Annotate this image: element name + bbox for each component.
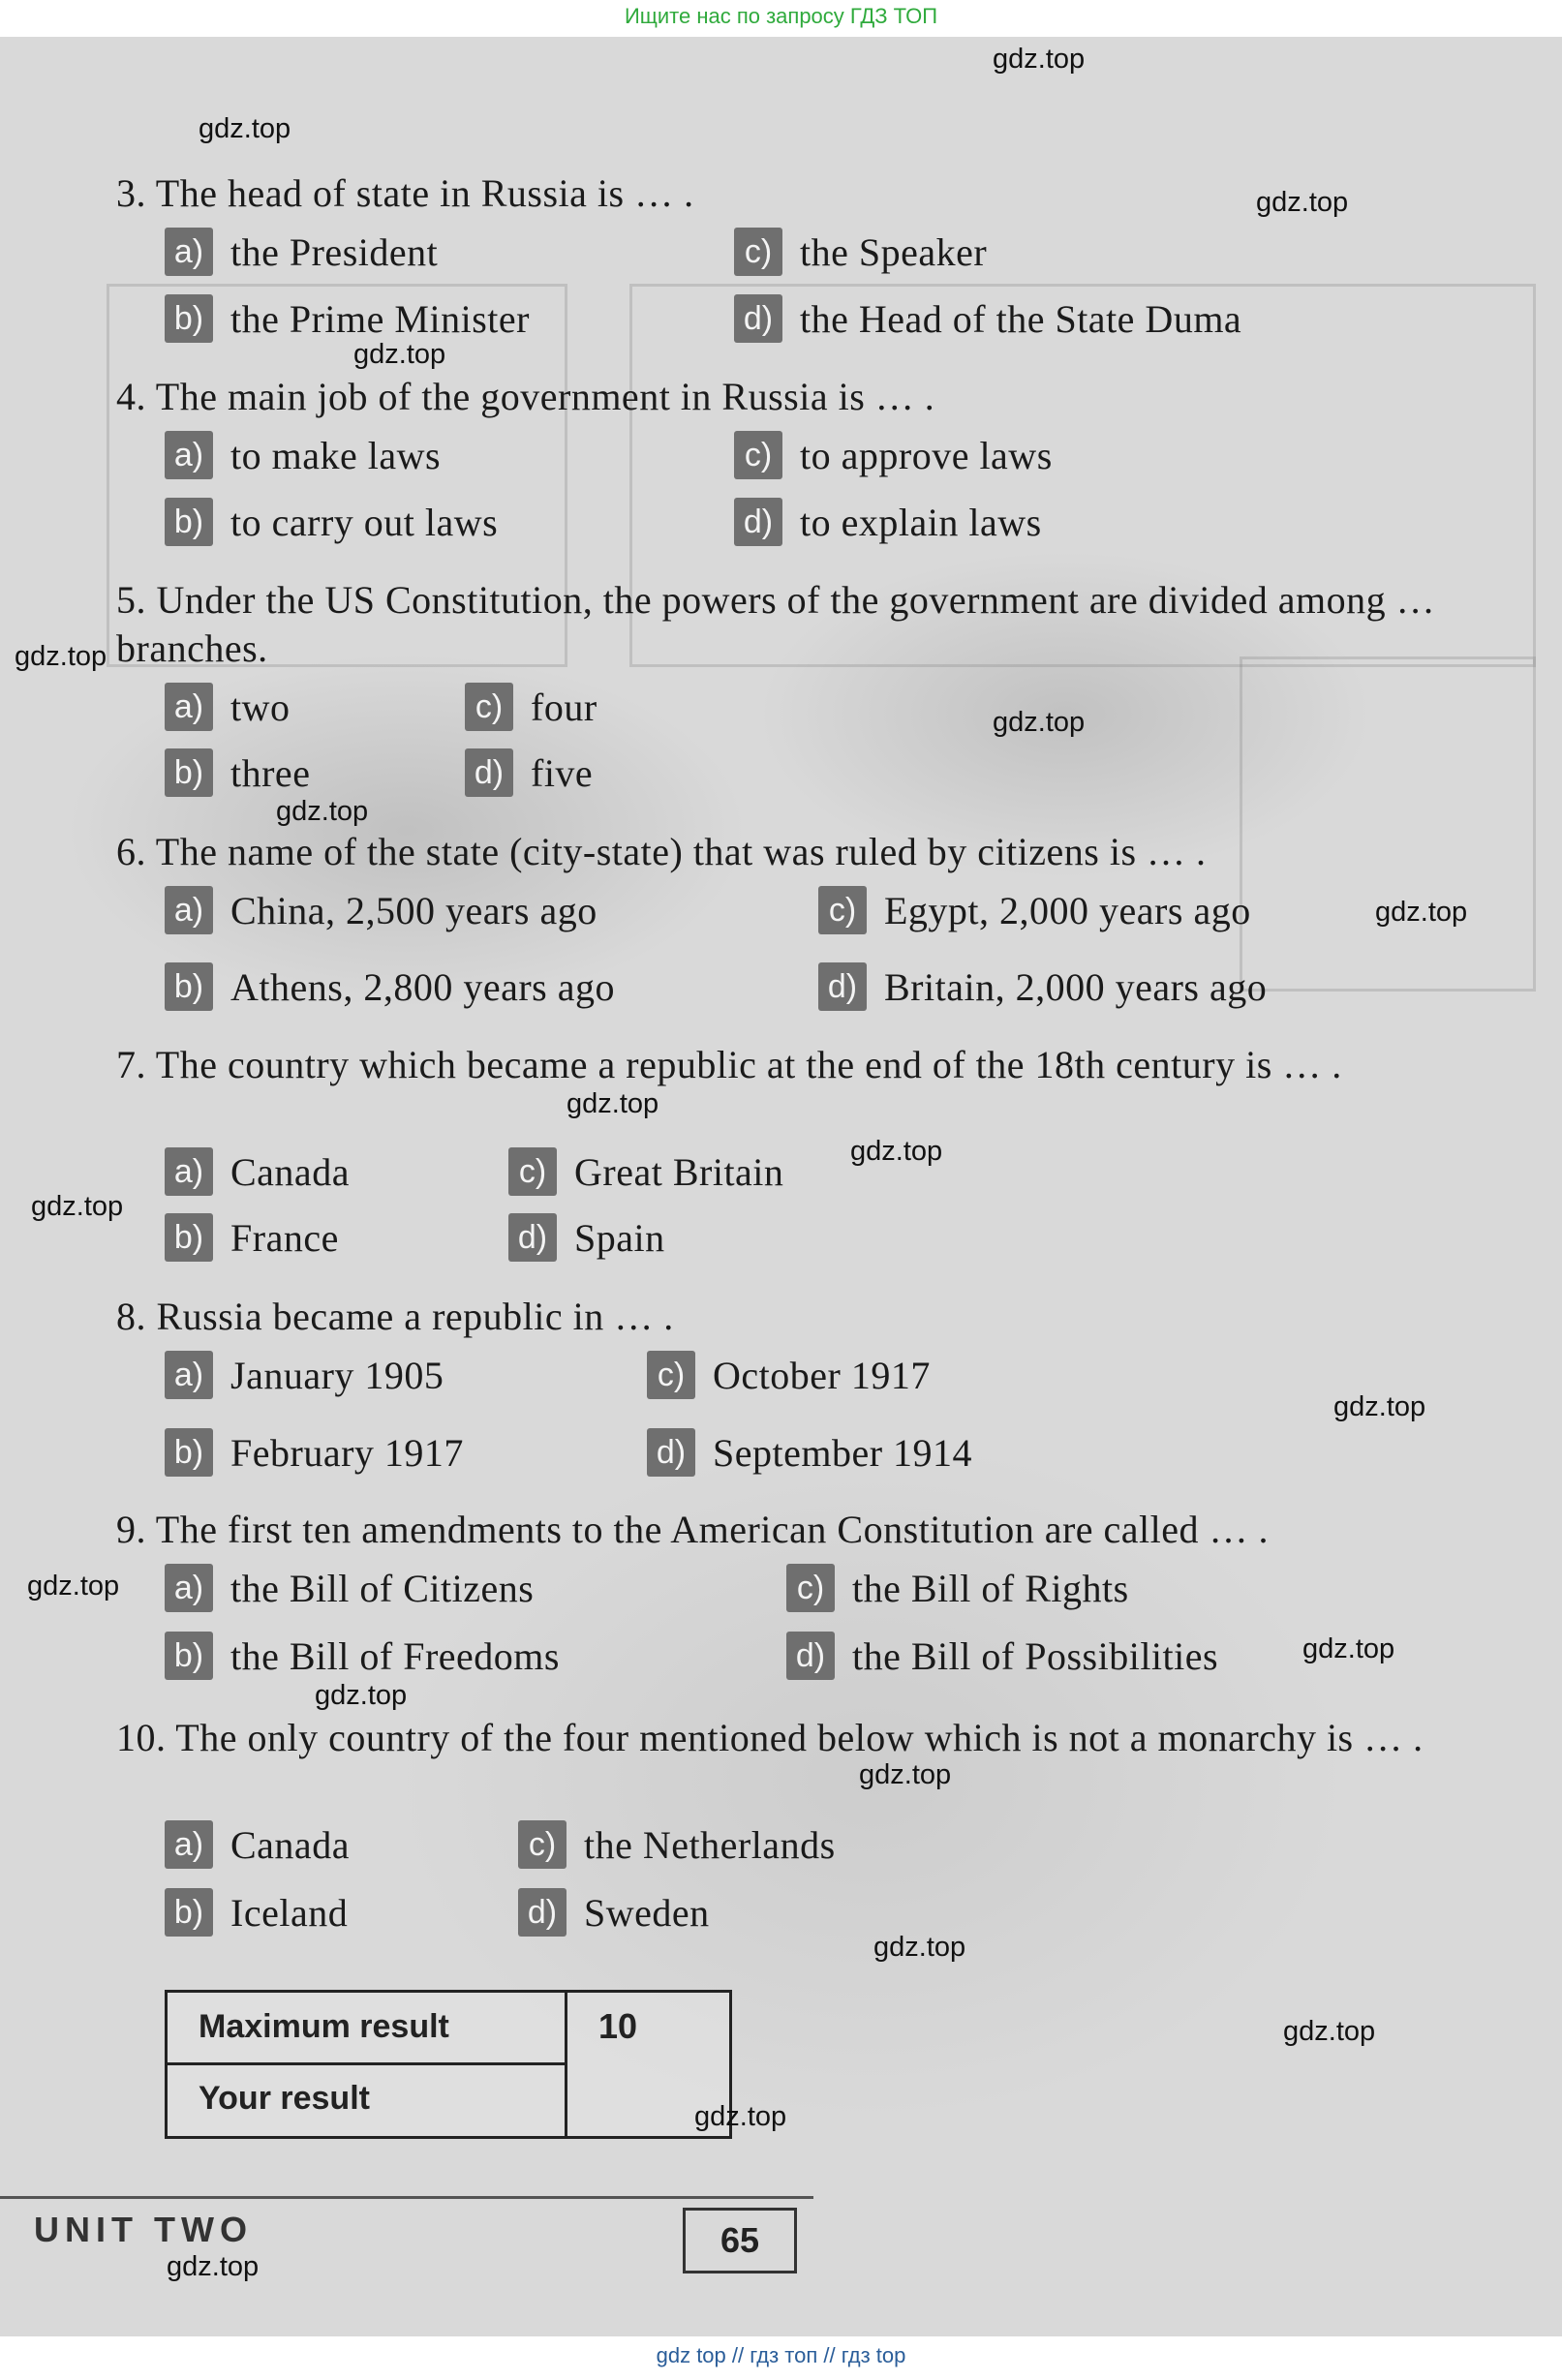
option-letter-badge: d) xyxy=(786,1632,835,1680)
option-10a[interactable] xyxy=(165,1820,350,1869)
watermark: gdz.top xyxy=(1333,1391,1426,1422)
option-text: the Prime Minister xyxy=(230,296,530,341)
option-letter-badge: c) xyxy=(465,683,513,731)
option-text: the Speaker xyxy=(800,229,988,274)
option-letter-badge: d) xyxy=(647,1428,695,1477)
option-text: Athens, 2,800 years ago xyxy=(230,964,615,1009)
option-text: to approve laws xyxy=(800,433,1053,477)
option-4a[interactable] xyxy=(165,431,441,479)
option-letter-badge: a) xyxy=(165,683,213,731)
option-8d[interactable] xyxy=(647,1428,972,1477)
option-letter-badge: c) xyxy=(786,1564,835,1612)
option-letter-badge: a) xyxy=(165,886,213,934)
watermark: gdz.top xyxy=(694,2101,787,2132)
option-text: Iceland xyxy=(230,1890,349,1935)
option-letter-badge: b) xyxy=(165,748,213,797)
watermark: gdz.top xyxy=(15,641,107,672)
maximum-result-label: Maximum result xyxy=(199,2008,449,2045)
option-letter-badge: c) xyxy=(734,431,782,479)
option-letter-badge: a) xyxy=(165,1564,213,1612)
question-10: 10. The only country of the four mentioned below which is not a monarchy is … . xyxy=(116,1716,1424,1759)
unit-label: UNIT TWO xyxy=(34,2210,253,2249)
option-letter-badge: a) xyxy=(165,431,213,479)
option-6c[interactable] xyxy=(818,886,1251,934)
option-text: the Netherlands xyxy=(584,1822,836,1867)
watermark: gdz.top xyxy=(199,113,291,144)
option-8b[interactable] xyxy=(165,1428,464,1477)
your-result-label: Your result xyxy=(199,2080,370,2117)
option-text: the Bill of Rights xyxy=(852,1566,1129,1610)
option-3a[interactable] xyxy=(165,228,438,276)
option-text: Egypt, 2,000 years ago xyxy=(884,888,1251,932)
watermark: gdz.top xyxy=(276,796,369,827)
watermark: gdz.top xyxy=(1302,1633,1395,1664)
option-7d[interactable] xyxy=(508,1213,665,1262)
question-9: 9. The first ten amendments to the American Constitution are called … . xyxy=(116,1508,1270,1551)
result-table xyxy=(165,1990,732,2139)
watermark: gdz.top xyxy=(31,1191,124,1222)
watermark: gdz.top xyxy=(567,1088,659,1119)
option-10b[interactable] xyxy=(165,1888,348,1937)
watermark: gdz.top xyxy=(353,339,446,370)
option-3c[interactable] xyxy=(734,228,987,276)
option-text: October 1917 xyxy=(713,1353,931,1397)
option-7b[interactable] xyxy=(165,1213,339,1262)
option-5c[interactable] xyxy=(465,683,597,731)
option-text: September 1914 xyxy=(713,1430,973,1475)
option-8c[interactable] xyxy=(647,1351,931,1399)
option-4d[interactable] xyxy=(734,498,1042,546)
option-9c[interactable] xyxy=(786,1564,1129,1612)
option-5b[interactable] xyxy=(165,748,310,797)
option-10c[interactable] xyxy=(518,1820,836,1869)
question-4: 4. The main job of the government in Russia is … . xyxy=(116,375,935,418)
option-6d[interactable] xyxy=(818,962,1267,1011)
option-letter-badge: b) xyxy=(165,1632,213,1680)
table-divider xyxy=(168,2062,567,2065)
option-6a[interactable] xyxy=(165,886,597,934)
bottom-banner[interactable]: gdz top // гдз топ // гдз top xyxy=(656,2343,906,2367)
option-text: four xyxy=(531,685,597,729)
page-number: 65 xyxy=(683,2208,797,2273)
option-text: Sweden xyxy=(584,1890,710,1935)
option-letter-badge: d) xyxy=(465,748,513,797)
watermark: gdz.top xyxy=(873,1932,966,1963)
option-4b[interactable] xyxy=(165,498,498,546)
option-text: to make laws xyxy=(230,433,442,477)
option-4c[interactable] xyxy=(734,431,1053,479)
option-text: five xyxy=(531,750,594,795)
option-text: Canada xyxy=(230,1149,350,1194)
watermark: gdz.top xyxy=(1283,2016,1376,2047)
option-letter-badge: b) xyxy=(165,1213,213,1262)
question-6: 6. The name of the state (city-state) that was ruled by citizens is … . xyxy=(116,830,1207,873)
option-text: Spain xyxy=(574,1215,665,1260)
option-letter-badge: c) xyxy=(508,1147,557,1196)
background-frame xyxy=(1240,656,1536,992)
option-5a[interactable] xyxy=(165,683,291,731)
option-text: January 1905 xyxy=(230,1353,444,1397)
option-letter-badge: d) xyxy=(818,962,867,1011)
question-8: 8. Russia became a republic in … . xyxy=(116,1295,674,1338)
top-banner[interactable]: Ищите нас по запросу ГДЗ ТОП xyxy=(624,4,938,28)
option-letter-badge: a) xyxy=(165,1820,213,1869)
option-9a[interactable] xyxy=(165,1564,534,1612)
option-text: Canada xyxy=(230,1822,350,1867)
option-text: the Bill of Citizens xyxy=(230,1566,535,1610)
question-3: 3. The head of state in Russia is … . xyxy=(116,171,694,215)
option-text: France xyxy=(230,1215,339,1260)
option-6b[interactable] xyxy=(165,962,615,1011)
footer-rule xyxy=(0,2196,813,2199)
option-letter-badge: a) xyxy=(165,1351,213,1399)
option-text: the President xyxy=(230,229,439,274)
option-letter-badge: d) xyxy=(518,1888,567,1937)
watermark: gdz.top xyxy=(27,1571,120,1602)
watermark: gdz.top xyxy=(315,1680,408,1711)
option-3d[interactable] xyxy=(734,294,1241,343)
option-letter-badge: a) xyxy=(165,228,213,276)
option-letter-badge: c) xyxy=(647,1351,695,1399)
option-5d[interactable] xyxy=(465,748,593,797)
option-letter-badge: a) xyxy=(165,1147,213,1196)
option-9d[interactable] xyxy=(786,1632,1218,1680)
option-7c[interactable] xyxy=(508,1147,783,1196)
option-text: two xyxy=(230,685,291,729)
watermark: gdz.top xyxy=(850,1136,943,1167)
option-text: Great Britain xyxy=(574,1149,784,1194)
option-text: the Bill of Freedoms xyxy=(230,1633,560,1678)
option-letter-badge: b) xyxy=(165,498,213,546)
option-letter-badge: c) xyxy=(734,228,782,276)
option-letter-badge: d) xyxy=(734,294,782,343)
option-10d[interactable] xyxy=(518,1888,710,1937)
option-letter-badge: b) xyxy=(165,962,213,1011)
option-letter-badge: d) xyxy=(508,1213,557,1262)
option-text: the Head of the State Duma xyxy=(800,296,1242,341)
option-text: three xyxy=(230,750,311,795)
maximum-result-value: 10 xyxy=(598,2006,638,2046)
option-letter-badge: c) xyxy=(818,886,867,934)
watermark: gdz.top xyxy=(993,44,1086,75)
question-7: 7. The country which became a republic at the end of the 18th century is … . xyxy=(116,1043,1342,1086)
option-text: China, 2,500 years ago xyxy=(230,888,597,932)
watermark: gdz.top xyxy=(1256,187,1349,218)
option-letter-badge: d) xyxy=(734,498,782,546)
option-text: Britain, 2,000 years ago xyxy=(884,964,1268,1009)
watermark: gdz.top xyxy=(993,707,1086,738)
option-text: to carry out laws xyxy=(230,500,499,544)
option-text: February 1917 xyxy=(230,1430,464,1475)
watermark: gdz.top xyxy=(167,2251,260,2282)
option-9b[interactable] xyxy=(165,1632,560,1680)
option-letter-badge: c) xyxy=(518,1820,567,1869)
option-8a[interactable] xyxy=(165,1351,444,1399)
option-3b[interactable] xyxy=(165,294,530,343)
option-text: to explain laws xyxy=(800,500,1042,544)
question-5: 5. Under the US Constitution, the powers of the government are divided among … branches. xyxy=(116,578,1436,670)
option-letter-badge: b) xyxy=(165,294,213,343)
option-7a[interactable] xyxy=(165,1147,350,1196)
watermark: gdz.top xyxy=(1375,897,1468,928)
option-letter-badge: b) xyxy=(165,1888,213,1937)
watermark: gdz.top xyxy=(859,1759,952,1790)
option-text: the Bill of Possibilities xyxy=(852,1633,1219,1678)
option-letter-badge: b) xyxy=(165,1428,213,1477)
